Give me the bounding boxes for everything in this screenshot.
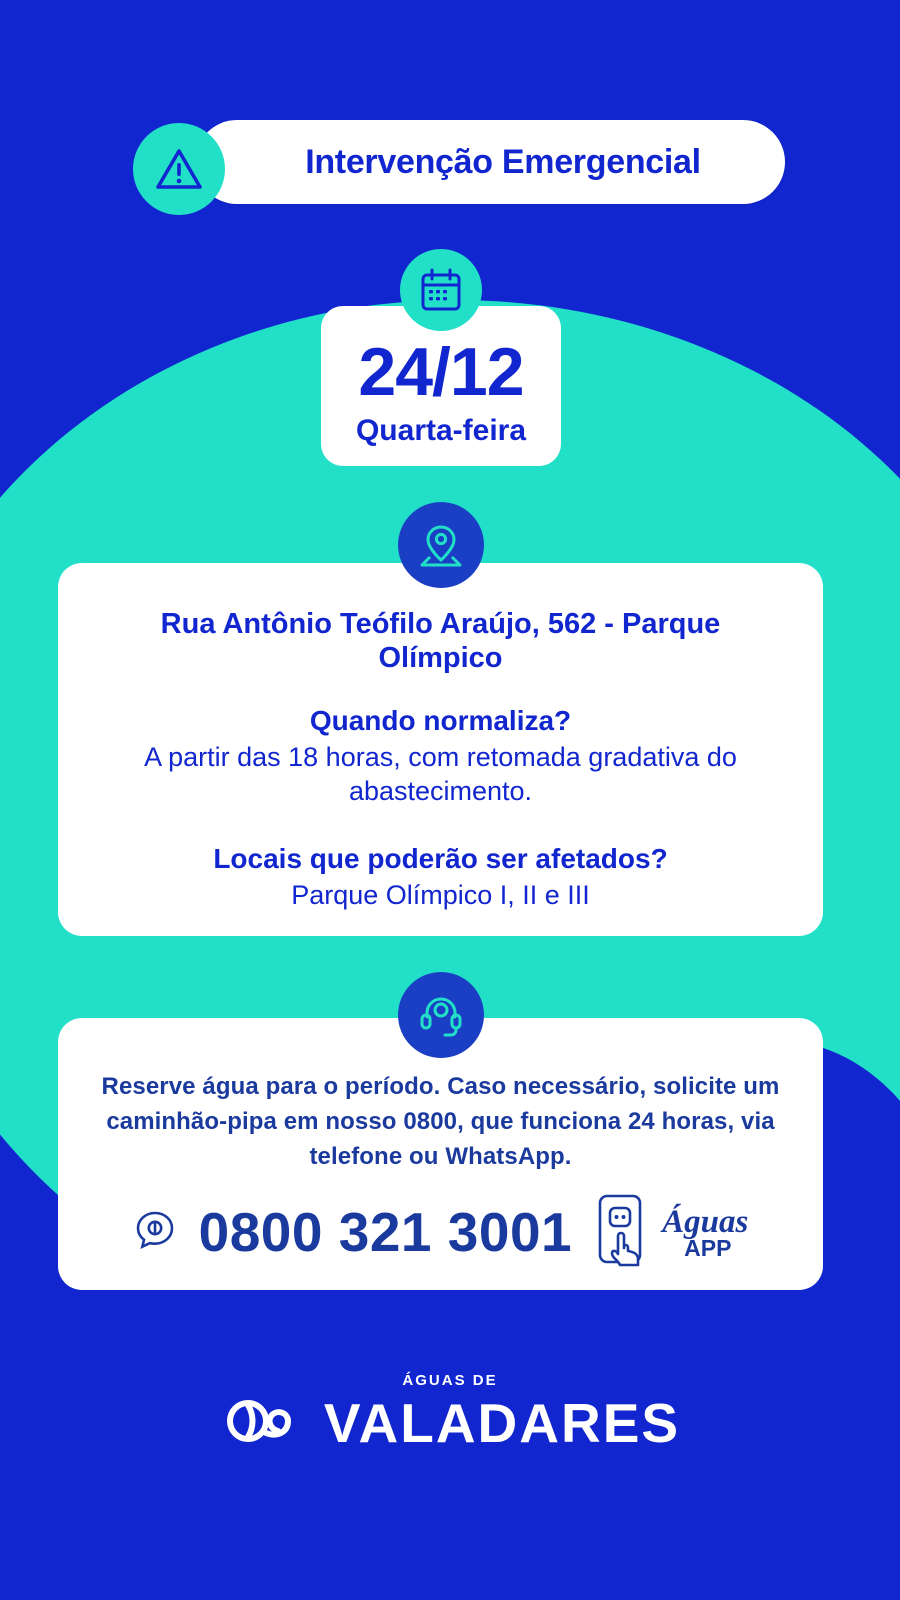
app-text	[662, 1203, 749, 1261]
smartphone-tap-icon	[594, 1192, 656, 1273]
calendar-icon	[400, 249, 482, 331]
app-sub: APP	[684, 1234, 732, 1261]
header-banner	[195, 120, 785, 204]
warning-triangle-icon	[133, 123, 225, 215]
info-card	[58, 563, 823, 936]
weekday-value: Quarta-feira	[355, 414, 527, 447]
phone-row	[98, 1192, 783, 1273]
affected-areas-title: Locais que poderão ser afetados?	[213, 842, 668, 874]
phone-number[interactable]: 0800 321 3001	[198, 1201, 573, 1264]
normalization-title: Quando normaliza?	[309, 705, 572, 737]
footer-row	[0, 1391, 900, 1455]
contact-card	[58, 1018, 823, 1290]
footer-logo	[0, 1372, 900, 1455]
footer-top-text: ÁGUAS DE	[402, 1372, 498, 1389]
date-value: 24/12	[358, 334, 524, 410]
affected-areas-body: Parque Olímpico I, II e III	[291, 879, 590, 910]
aegea-monogram-icon	[220, 1392, 306, 1455]
aguas-app-logo[interactable]	[594, 1192, 748, 1273]
page-title: Intervenção Emergencial	[305, 142, 701, 181]
contact-message: Reserve água para o período. Caso necessário, solicite um caminhão-pipa em nosso 0800, que funciona 24 horas, via telefone ou WhatsApp.	[101, 1073, 780, 1170]
map-pin-icon	[398, 502, 484, 588]
whatsapp-chat-icon	[133, 1208, 177, 1257]
normalization-body: A partir das 18 horas, com retomada gradativa do abastecimento.	[144, 742, 737, 807]
brand-name: VALADARES	[323, 1392, 681, 1454]
app-name: Águas	[662, 1203, 749, 1240]
address-text: Rua Antônio Teófilo Araújo, 562 - Parque Olímpico	[160, 608, 721, 675]
headset-support-icon	[398, 972, 484, 1058]
